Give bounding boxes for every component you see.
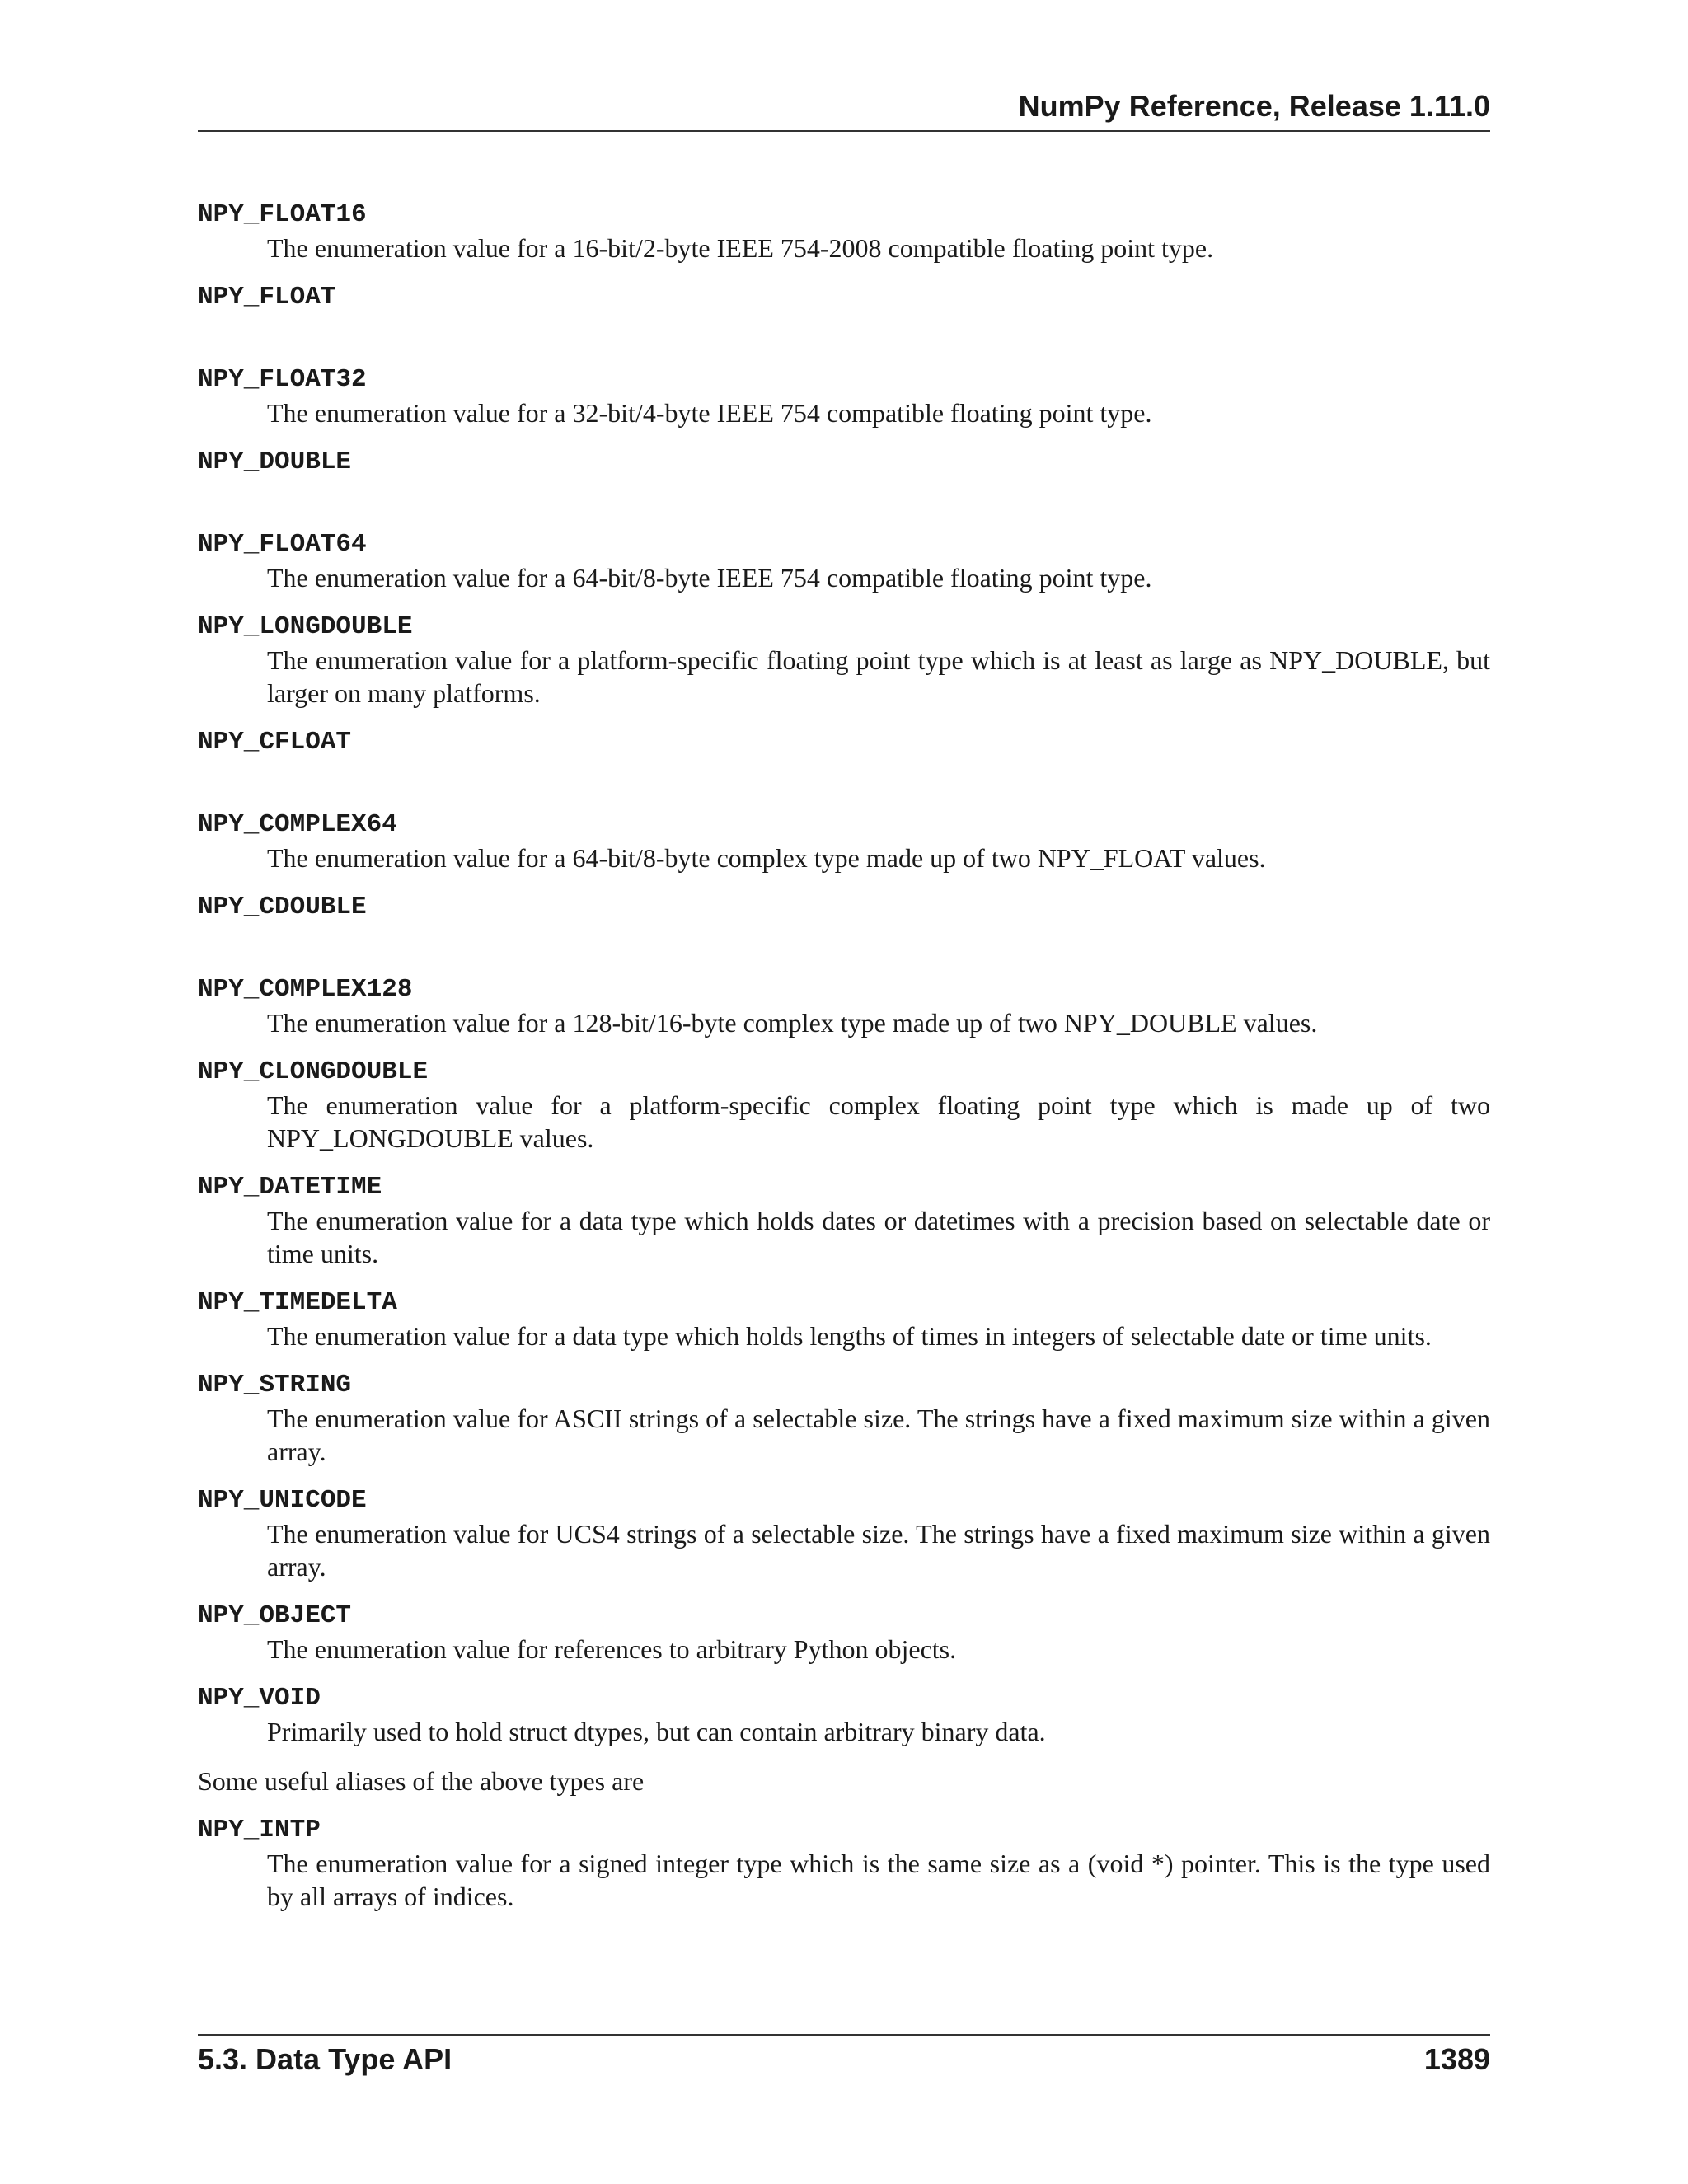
definition-term: NPY_CDOUBLE (198, 893, 367, 921)
definition-entry (198, 528, 1490, 611)
definition-description: Primarily used to hold struct dtypes, but can contain arbitrary binary data. (267, 1717, 1046, 1746)
definition-term: NPY_VOID (198, 1684, 321, 1713)
definition-term: NPY_FLOAT64 (198, 530, 367, 559)
definition-description: The enumeration value for a platform-specific complex floating point type which is made up of two NPY_LONGDOUBLE values. (267, 1090, 1490, 1153)
document-page (198, 0, 1490, 2184)
definition-description: The enumeration value for a 64-bit/8-byte complex type made up of two NPY_FLOAT values. (267, 843, 1266, 873)
definition-entry (198, 446, 1490, 528)
definition-entry (198, 611, 1490, 726)
definition-description: The enumeration value for a 128-bit/16-byte complex type made up of two NPY_DOUBLE values. (267, 1008, 1318, 1038)
definition-entry (198, 1814, 1490, 1929)
definition-term: NPY_DOUBLE (198, 448, 352, 476)
definition-term: NPY_UNICODE (198, 1486, 367, 1515)
definition-entry (198, 1171, 1490, 1286)
definition-term: NPY_FLOAT (198, 283, 336, 312)
definition-term: NPY_INTP (198, 1816, 321, 1844)
definition-description: The enumeration value for UCS4 strings of a selectable size. The strings have a fixed maximum size within a given array. (267, 1519, 1490, 1582)
definition-entry (198, 973, 1490, 1056)
definition-term: NPY_COMPLEX64 (198, 810, 397, 839)
definition-entry (198, 808, 1490, 891)
definition-entry (198, 1369, 1490, 1484)
definition-entry (198, 891, 1490, 973)
definition-entry (198, 1600, 1490, 1682)
definition-entry (198, 363, 1490, 446)
definition-description: The enumeration value for a data type which holds lengths of times in integers of selectable date or time units. (267, 1321, 1432, 1351)
header-title: NumPy Reference, Release 1.11.0 (1018, 89, 1490, 123)
definition-term: NPY_STRING (198, 1371, 352, 1399)
definition-term: NPY_FLOAT32 (198, 365, 367, 394)
footer-section-title: 5.3. Data Type API (198, 2042, 452, 2076)
definition-term: NPY_COMPLEX128 (198, 975, 413, 1004)
definition-term: NPY_CLONGDOUBLE (198, 1057, 429, 1086)
definition-entry (198, 281, 1490, 363)
definition-entry (198, 199, 1490, 281)
definition-description: The enumeration value for a signed integer type which is the same size as a (void *) pointer. This is the type used by all arrays of indices. (267, 1849, 1490, 1911)
definition-entry (198, 1056, 1490, 1171)
definition-description: The enumeration value for a data type which holds dates or datetimes with a precision based on selectable date or time units. (267, 1206, 1490, 1268)
definition-description: The enumeration value for a 64-bit/8-byte IEEE 754 compatible floating point type. (267, 563, 1152, 593)
definition-term: NPY_LONGDOUBLE (198, 612, 413, 641)
definition-description: The enumeration value for references to arbitrary Python objects. (267, 1634, 957, 1664)
definition-term: NPY_DATETIME (198, 1173, 382, 1202)
definition-term: NPY_CFLOAT (198, 728, 352, 757)
definition-entry (198, 1286, 1490, 1369)
definition-term: NPY_FLOAT16 (198, 200, 367, 229)
definition-entry (198, 726, 1490, 808)
definition-description: The enumeration value for ASCII strings of a selectable size. The strings have a fixed maximum size within a given array. (267, 1404, 1490, 1466)
aliases-intro-paragraph: Some useful aliases of the above types are (198, 1766, 645, 1796)
footer-page-number: 1389 (1423, 2042, 1490, 2076)
definition-description: The enumeration value for a 16-bit/2-byte IEEE 754-2008 compatible floating point type. (267, 233, 1214, 263)
footer-divider (198, 2034, 1490, 2036)
definition-description: The enumeration value for a 32-bit/4-byte IEEE 754 compatible floating point type. (267, 398, 1152, 428)
definition-entry (198, 1484, 1490, 1600)
definition-entry (198, 1682, 1490, 1765)
running-header (198, 89, 1490, 132)
definition-list (198, 199, 1490, 1929)
definition-description: The enumeration value for a platform-specific floating point type which is at least as large as NPY_DOUBLE, but larger on many platforms. (267, 645, 1490, 708)
definition-term: NPY_OBJECT (198, 1601, 352, 1630)
definition-term: NPY_TIMEDELTA (198, 1288, 397, 1317)
